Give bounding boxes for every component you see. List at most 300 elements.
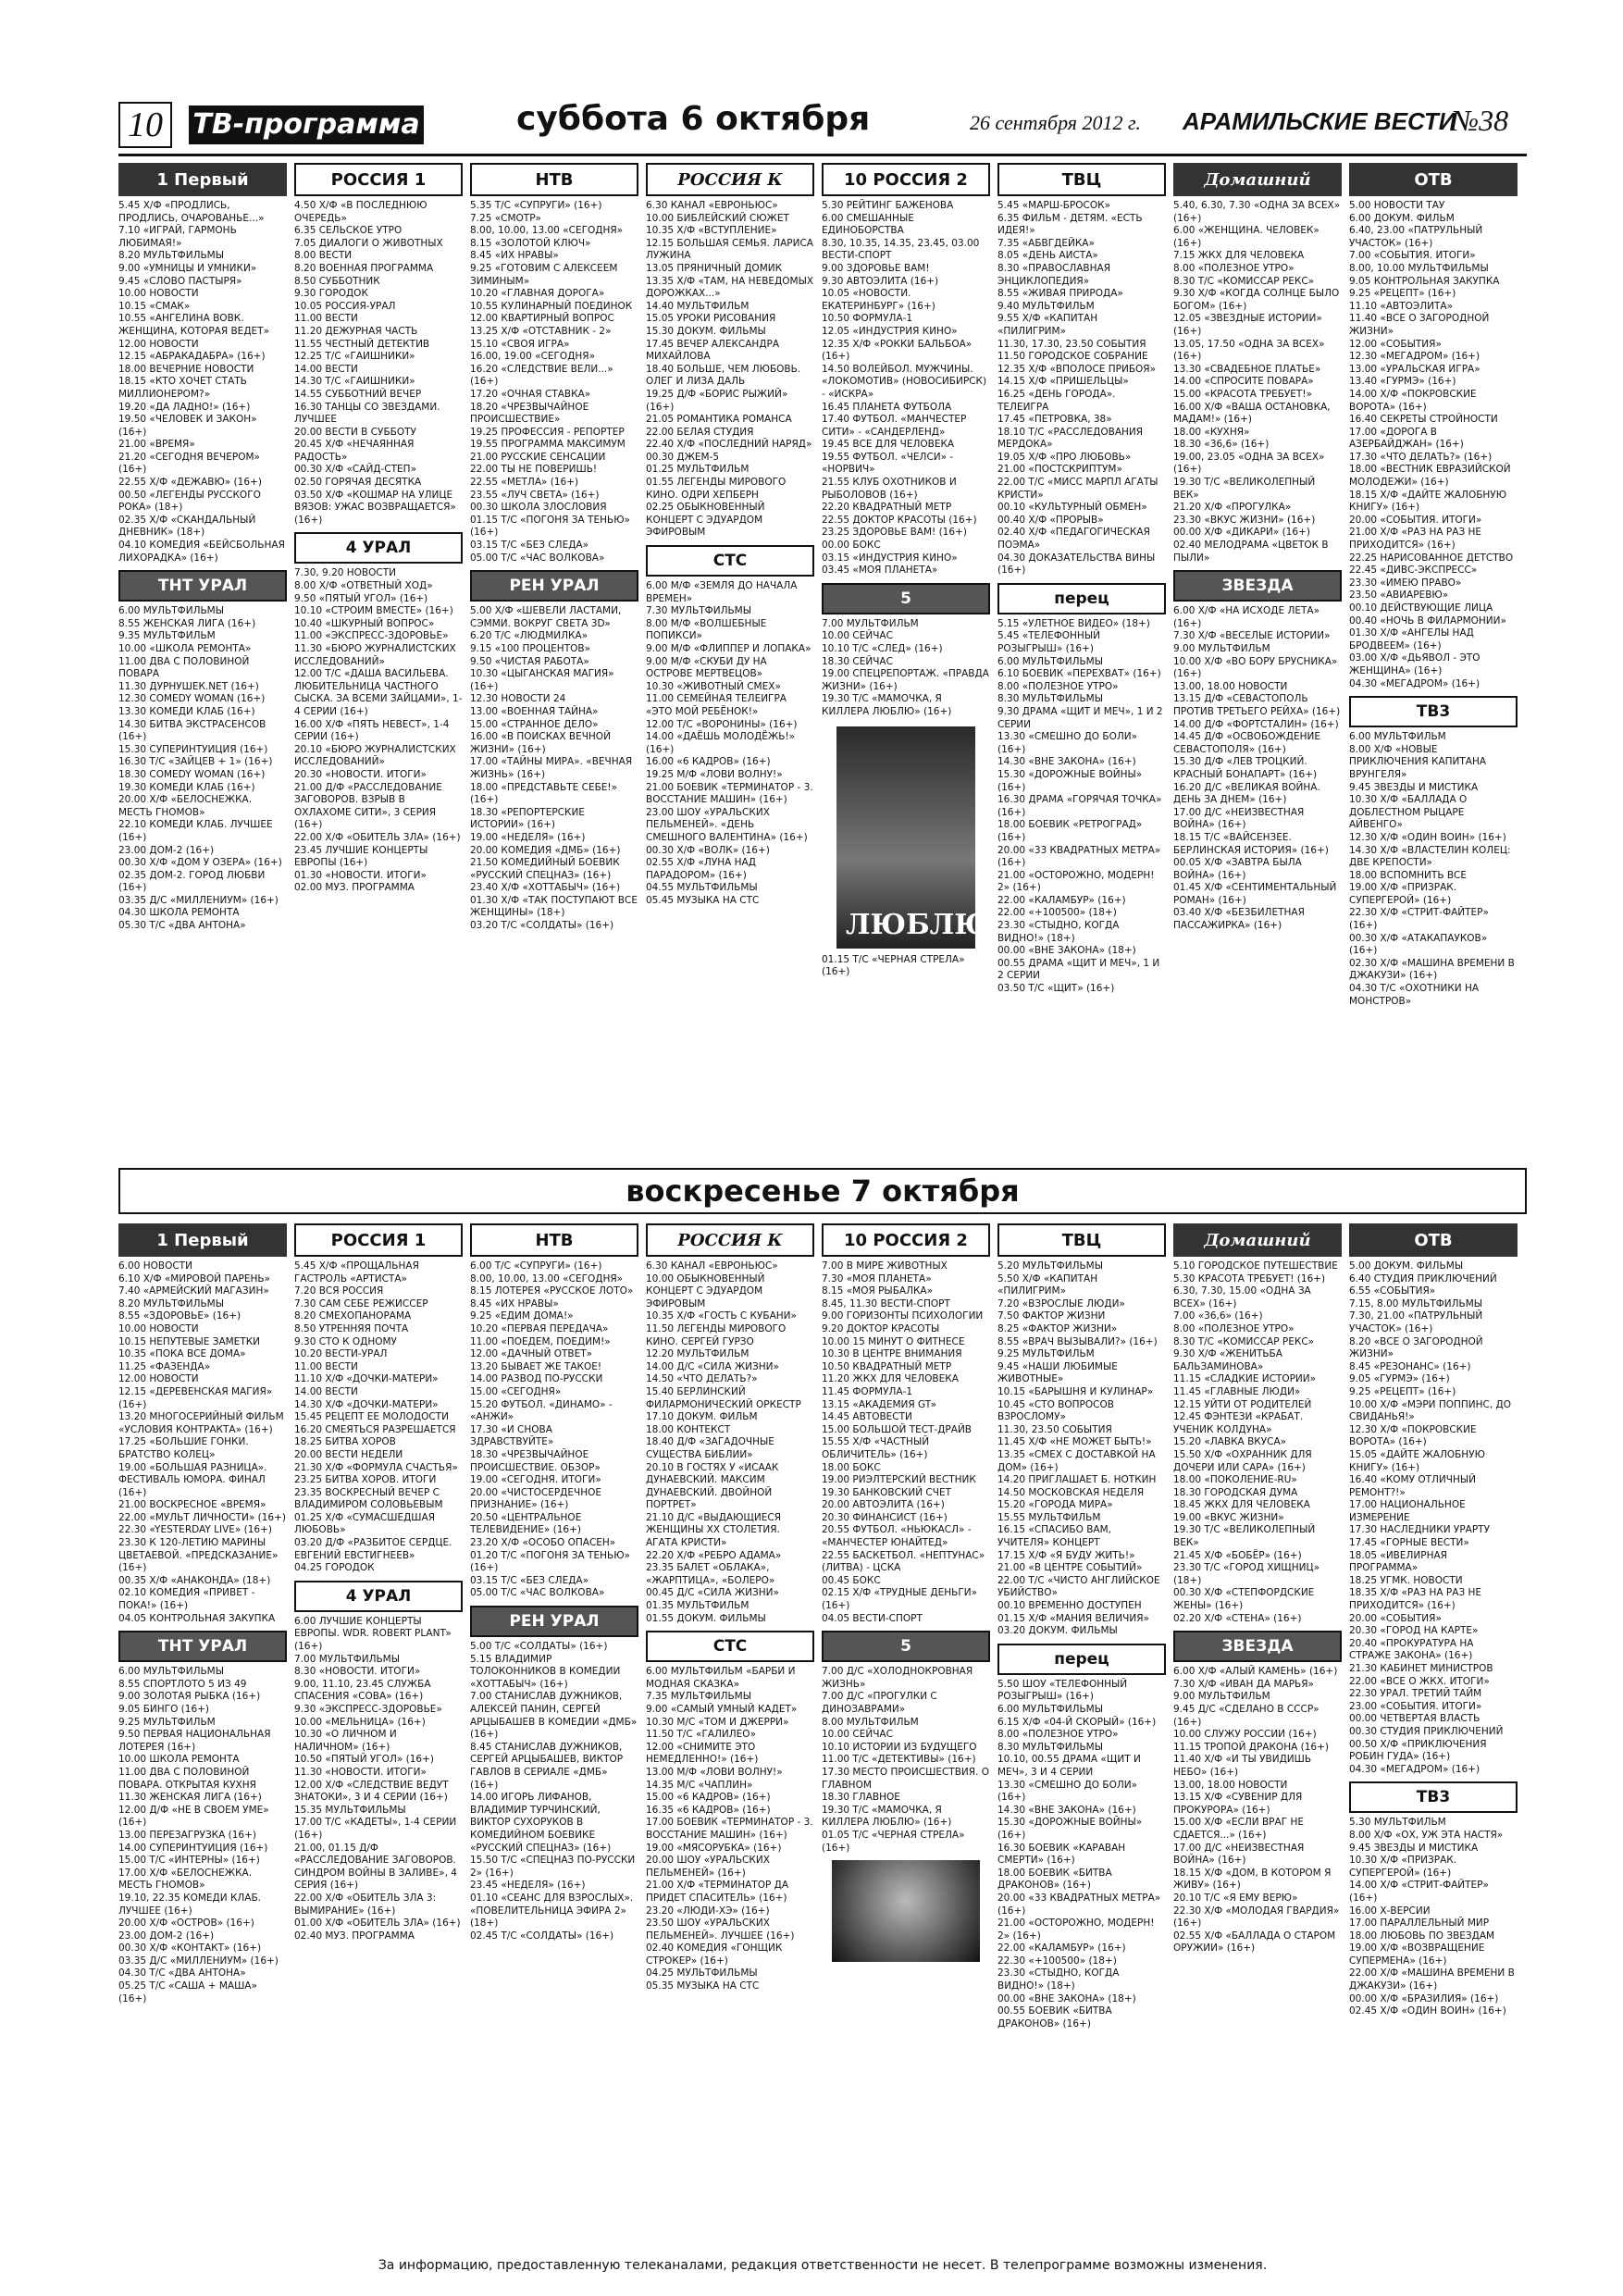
channel-logo: ТНТ УРАЛ (118, 570, 287, 602)
channel-logo: 10 РОССИЯ 2 (822, 163, 990, 196)
programme-item: 19.45 ВСЕ ДЛЯ ЧЕЛОВЕКА (822, 439, 955, 451)
programme-item: 11.30 «БЮРО ЖУРНАЛИСТСКИХ ИССЛЕДОВАНИЙ» (294, 643, 460, 667)
programme-item: 00.30 СТУДИЯ ПРИКЛЮЧЕНИЙ (1349, 1725, 1504, 1737)
programme-item: 02.45 Х/Ф «ОДИН ВОИН» (16+) (1349, 2005, 1506, 2017)
programme-item: 01.30 Х/Ф «АНГЕЛЫ НАД БРОДВЕЕМ» (16+) (1349, 627, 1478, 652)
programme-item: 5.30 КРАСОТА ТРЕБУЕТ! (16+) (1173, 1272, 1326, 1285)
programme-item: 12.00 Т/С «ВОРОНИНЫ» (16+) (646, 718, 798, 730)
programme-item: 10.00 СЕЙЧАС (822, 1729, 893, 1741)
programme-list (470, 1641, 638, 1942)
programme-item: 7.00 «36,6» (16+) (1173, 1310, 1263, 1322)
programme-item: 00.00 ЧЕТВЕРТАЯ ВЛАСТЬ (1349, 1713, 1481, 1725)
programme-item: 00.40 «НОЧЬ В ФИЛАРМОНИИ» (1349, 614, 1506, 627)
programme-item: 6.00 МУЛЬТФИЛЬМЫ (118, 605, 225, 617)
programme-item: 00.00 Х/Ф «ДИКАРИ» (16+) (1173, 527, 1310, 539)
programme-item: 14.30 Х/Ф «ВЛАСТЕЛИН КОЛЕЦ: ДВЕ КРЕПОСТИ» (1349, 844, 1514, 869)
programme-item: 18.30 COMEDY WOMAN (16+) (118, 768, 266, 780)
programme-item: 17.00 «ТАЙНЫ МИРА». «ВЕЧНАЯ ЖИЗНЬ» (16+) (470, 756, 636, 780)
programme-item: 20.30 ФИНАНСИСТ (16+) (822, 1511, 948, 1523)
programme-item: 10.55 КУЛИНАРНЫЙ ПОЕДИНОК (470, 300, 633, 312)
programme-item: 02.35 ДОМ-2. ГОРОД ЛЮБВИ (16+) (118, 869, 268, 894)
programme-item: 18.00 ВЕЧЕРНИЕ НОВОСТИ (118, 363, 254, 375)
programme-item: 15.20 «ГОРОДА МИРА» (997, 1499, 1113, 1511)
programme-item: 20.30 «ГОРОД НА КАРТЕ» (1349, 1625, 1479, 1637)
programme-item: 19.00 «НЕДЕЛЯ» (16+) (470, 831, 586, 843)
programme-item: 7.35 МУЛЬТФИЛЬМЫ (646, 1691, 752, 1703)
programme-item: 6.35 ФИЛЬМ - ДЕТЯМ. «ЕСТЬ ИДЕЯ!» (997, 212, 1146, 237)
programme-item: 00.40 Х/Ф «ПРОРЫВ» (997, 514, 1104, 526)
programme-item: 12.30 COMEDY WOMAN (16+) (118, 693, 266, 705)
programme-item: 18.40 БОЛЬШЕ, ЧЕМ ЛЮБОВЬ. ОЛЕГ И ЛИЗА ДАЛЬ (646, 363, 804, 388)
programme-item: 7.30 САМ СЕБЕ РЕЖИССЕР (294, 1297, 428, 1309)
channel-logo: РОССИЯ К (646, 163, 814, 196)
programme-item: 18.15 «КТО ХОЧЕТ СТАТЬ МИЛЛИОНЕРОМ?» (118, 376, 251, 400)
programme-item: 8.30, 10.35, 14.35, 23.45, 03.00 ВЕСТИ-СПОРТ (822, 237, 983, 262)
programme-item: 23.20 Х/Ф «ОСОБО ОПАСЕН» (470, 1537, 616, 1549)
programme-item: 9.45 ЗВЕЗДЫ И МИСТИКА (1349, 781, 1479, 793)
programme-item: 04.10 КОМЕДИЯ «БЕЙСБОЛЬНАЯ ЛИХОРАДКА» (16+) (118, 540, 289, 564)
programme-item: 5.50 Х/Ф «КАПИТАН «ПИЛИГРИМ» (997, 1272, 1101, 1297)
programme-item: 15.00 Т/С «ИНТЕРНЫ» (16+) (118, 1855, 260, 1867)
programme-list (118, 605, 287, 932)
programme-item: 7.00 МУЛЬТФИЛЬМЫ (294, 1653, 401, 1665)
programme-item: 10.00 ОБЫКНОВЕННЫЙ КОНЦЕРТ С ЭДУАРДОМ ЭФИРОВЫМ (646, 1272, 768, 1309)
programme-item: 17.10 ДОКУМ. ФИЛЬМ (646, 1411, 758, 1423)
programme-item: 23.30 К 120-ЛЕТИЮ МАРИНЫ ЦВЕТАЕВОЙ. «ПРЕДСКАЗАНИЕ» (16+) (118, 1537, 281, 1574)
programme-item: 11.30 ДУРНУШЕК.NET (16+) (118, 680, 259, 692)
programme-item: 21.00 Х/Ф «РАЗ НА РАЗ НЕ ПРИХОДИТСЯ» (16+) (1349, 527, 1485, 552)
programme-item: 6.00 НОВОСТИ (118, 1260, 192, 1272)
programme-item: 11.15 «СЛАДКИЕ ИСТОРИИ» (1173, 1373, 1317, 1385)
programme-item: 00.00 «ВНЕ ЗАКОНА» (18+) (997, 945, 1136, 957)
programme-item: 02.25 ОБЫКНОВЕННЫЙ КОНЦЕРТ С ЭДУАРДОМ ЭФИРОВЫМ (646, 502, 768, 539)
programme-item: 7.00 СТАНИСЛАВ ДУЖНИКОВ, АЛЕКСЕЙ ПАНИН, СЕРГЕЙ АРЦЫБАШЕВ В КОМЕДИИ «ДМБ» (16+) (470, 1691, 640, 1741)
channel-logo: ОТВ (1349, 163, 1518, 196)
saturday-grid (118, 163, 1527, 1162)
programme-list (1349, 731, 1518, 1008)
programme-item: 19.20 «ДА ЛАДНО!» (16+) (118, 401, 251, 413)
poster-title: ЛЮБЛЮ (846, 908, 990, 941)
programme-item: 11.00 ВЕСТИ (294, 313, 358, 325)
programme-item: 18.00 «КУХНЯ» (1173, 426, 1250, 438)
programme-item: 23.30 «СТЫДНО, КОГДА ВИДНО!» (18+) (997, 920, 1122, 944)
programme-item: 02.45 Т/С «СОЛДАТЫ» (16+) (470, 1930, 614, 1942)
programme-item: 04.30 Т/С «ОХОТНИКИ НА МОНСТРОВ» (1349, 983, 1482, 1007)
programme-item: 21.00 «ПОСТСКРИПТУМ» (997, 464, 1122, 476)
programme-item: 03.50 Т/С «ЩИТ» (16+) (997, 983, 1115, 995)
programme-item: 20.10 «БЮРО ЖУРНАЛИСТСКИХ ИССЛЕДОВАНИЙ» (294, 743, 460, 768)
programme-item: 04.55 МУЛЬТФИЛЬМЫ (646, 882, 758, 894)
programme-item: 15.35 МУЛЬТФИЛЬМЫ (294, 1804, 406, 1816)
programme-item: 13.00 М/Ф «ЛОВИ ВОЛНУ!» (646, 1766, 783, 1778)
programme-item: 17.40 ФУТБОЛ. «МАНЧЕСТЕР СИТИ» - «САНДЕРЛЕНД» (822, 414, 970, 438)
programme-item: 05.00 Т/С «ЧАС ВОЛКОВА» (470, 552, 605, 564)
programme-item: 18.00 ЛЮБОВЬ ПО ЗВЕЗДАМ (1349, 1930, 1495, 1942)
programme-item: 23.45 «НЕДЕЛЯ» (16+) (470, 1880, 586, 1892)
programme-item: 17.45 «ГОРНЫЕ ВЕСТИ» (1349, 1537, 1469, 1549)
programme-item: 18.30 «36,6» (16+) (1173, 439, 1270, 451)
programme-item: 12.00 Х/Ф «СЛЕДСТВИЕ ВЕДУТ ЗНАТОКИ», 3 И 4 СЕРИИ (16+) (294, 1779, 452, 1804)
programme-item: 05.30 Т/С «ДВА АНТОНА» (118, 920, 246, 932)
programme-item: 5.40, 6.30, 7.30 «ОДНА ЗА ВСЕХ» (16+) (1173, 200, 1344, 224)
programme-item: 12.15 «ДЕРЕВЕНСКАЯ МАГИЯ» (16+) (118, 1385, 276, 1410)
programme-item: 9.45 «НАШИ ЛЮБИМЫЕ ЖИВОТНЫЕ» (997, 1360, 1121, 1385)
programme-item: 19.10, 22.35 КОМЕДИ КЛАБ. ЛУЧШЕЕ (16+) (118, 1892, 265, 1917)
programme-item: 6.00 МУЛЬТФИЛЬМЫ (997, 655, 1104, 667)
programme-item: 8.45, 11.30 ВЕСТИ-СПОРТ (822, 1297, 950, 1309)
programme-item: 10.15 «СМАК» (118, 300, 191, 312)
programme-item: 22.30 УРАЛ. ТРЕТИЙ ТАЙМ (1349, 1688, 1482, 1700)
programme-item: 21.00 Д/Ф «РАССЛЕДОВАНИЕ ЗАГОВОРОВ. ВЗРЫВ В ОХЛАХОМЕ СИТИ», 3 СЕРИЯ (16+) (294, 781, 446, 831)
programme-item: 9.15 «100 ПРОЦЕНТОВ» (470, 643, 590, 654)
programme-item: 10.00 НОВОСТИ (118, 288, 199, 300)
programme-item: 05.45 МУЗЫКА НА СТС (646, 894, 760, 906)
channel-column (294, 1223, 463, 2251)
programme-item: 14.50 ВОЛЕЙБОЛ. МУЖЧИНЫ. «ЛОКОМОТИВ» (НОВОСИБИРСК) - «ИСКРА» (822, 363, 990, 400)
programme-item: 9.00, 11.10, 23.45 СЛУЖБА СПАСЕНИЯ «СОВА» (16+) (294, 1678, 434, 1703)
programme-item: 01.55 ЛЕГЕНДЫ МИРОВОГО КИНО. ОДРИ ХЕПБЕРН (646, 477, 789, 501)
programme-item: 14.45 Д/Ф «ОСВОБОЖДЕНИЕ СЕВАСТОПОЛЯ» (16+) (1173, 731, 1324, 755)
programme-item: 7.30 Х/Ф «ВЕСЕЛЫЕ ИСТОРИИ» (1173, 630, 1331, 642)
programme-item: 15.50 Т/С «СПЕЦНАЗ ПО-РУССКИ 2» (16+) (470, 1855, 638, 1879)
programme-item: 22.00 БЕЛАЯ СТУДИЯ (646, 426, 754, 438)
programme-item: 9.30 АВТОЭЛИТА (16+) (822, 275, 939, 287)
programme-item: 11.40 «ВСЕ О ЗАГОРОДНОЙ ЖИЗНИ» (1349, 313, 1493, 337)
programme-item: 8.00, 10.00 МУЛЬТФИЛЬМЫ (1349, 262, 1489, 274)
programme-item: 14.30 «ВНЕ ЗАКОНА» (16+) (997, 756, 1136, 768)
programme-item: 7.15, 8.00 МУЛЬТФИЛЬМЫ (1349, 1297, 1483, 1309)
programme-list (118, 1260, 287, 1625)
programme-item: 01.35 МУЛЬТФИЛЬМ (646, 1600, 750, 1612)
programme-item: 15.30 Д/Ф «ЛЕВ ТРОЦКИЙ. КРАСНЫЙ БОНАПАРТ» (16+) (1173, 756, 1318, 780)
programme-item: 11.10 «АВТОЭЛИТА» (1349, 300, 1453, 312)
programme-item: 17.25 «БОЛЬШИЕ ГОНКИ. БРАТСТВО КОЛЕЦ» (118, 1436, 252, 1460)
programme-item: 11.00 «ЭКСПРЕСС-ЗДОРОВЬЕ» (294, 630, 449, 642)
programme-item: 11.30, 23.50 СОБЫТИЯ (997, 1423, 1112, 1435)
channel-logo: РОССИЯ 1 (294, 163, 463, 196)
programme-item: 10.15 НЕПУТЕВЫЕ ЗАМЕТКИ (118, 1335, 261, 1347)
film-still-image (832, 1860, 980, 1962)
channel-logo: ТВ3 (1349, 1781, 1518, 1813)
programme-item: 23.00 ШОУ «УРАЛЬСКИХ ПЕЛЬМЕНЕЙ». «ДЕНЬ СМЕШНОГО ВАЛЕНТИНА» (16+) (646, 806, 808, 843)
programme-item: 21.00 РУССКИЕ СЕНСАЦИИ (470, 451, 606, 463)
programme-item: 19.00 СПЕЦРЕПОРТАЖ. «ПРАВДА ЖИЗНИ» (16+) (822, 668, 993, 692)
programme-item: 7.30 МУЛЬТФИЛЬМЫ (646, 605, 752, 617)
programme-item: 21.30 КАБИНЕТ МИНИСТРОВ (1349, 1663, 1493, 1674)
channel-column (646, 1223, 814, 2251)
channel-logo: ЗВЕЗДА (1173, 1631, 1342, 1662)
programme-item: 9.45 Д/С «СДЕЛАНО В СССР» (16+) (1173, 1704, 1322, 1728)
programme-item: 21.55 КЛУБ ОХОТНИКОВ И РЫБОЛОВОВ (16+) (822, 477, 960, 501)
programme-item: 04.30 Т/С «ДВА АНТОНА» (118, 1967, 246, 1980)
channel-logo: перец (997, 1644, 1166, 1675)
programme-item: 13.00 ПЕРЕЗАГРУЗКА (16+) (118, 1829, 256, 1841)
programme-item: 23.55 «ЛУЧ СВЕТА» (16+) (470, 489, 600, 501)
programme-item: 00.45 Д/С «СИЛА ЖИЗНИ» (646, 1587, 779, 1599)
programme-item: 00.10 «КУЛЬТУРНЫЙ ОБМЕН» (997, 502, 1147, 514)
programme-item: 04.30 ДОКАЗАТЕЛЬСТВА ВИНЫ (16+) (997, 552, 1158, 577)
programme-item: 10.10 Т/С «СЛЕД» (16+) (822, 643, 943, 654)
programme-item: 6.00 МУЛЬТФИЛЬМЫ (997, 1704, 1104, 1715)
programme-item: 6.40 СТУДИЯ ПРИКЛЮЧЕНИЙ (1349, 1272, 1497, 1285)
programme-item: 17.00 Х/Ф «БЕЛОСНЕЖКА. МЕСТЬ ГНОМОВ» (118, 1867, 255, 1892)
programme-item: 10.35 Х/Ф «ВСТУПЛЕНИЕ» (646, 225, 777, 237)
programme-item: 11.30, 17.30, 23.50 СОБЫТИЯ (997, 338, 1146, 350)
programme-item: 5.00 НОВОСТИ ТАУ (1349, 200, 1445, 211)
programme-item: 18.15 Х/Ф «ДАЙТЕ ЖАЛОБНУЮ КНИГУ» (16+) (1349, 489, 1510, 514)
programme-item: 8.30 МУЛЬТФИЛЬМЫ (997, 693, 1104, 705)
programme-item: 03.40 Х/Ф «БЕЗБИЛЕТНАЯ ПАССАЖИРКА» (16+) (1173, 907, 1308, 932)
programme-item: 10.30 М/С «ТОМ И ДЖЕРРИ» (646, 1716, 789, 1728)
programme-item: 22.00 Т/С «ЧИСТО АНГЛИЙСКОЕ УБИЙСТВО» (997, 1574, 1163, 1599)
programme-item: 01.20 Т/С «ПОГОНЯ ЗА ТЕНЬЮ» (16+) (470, 1549, 634, 1574)
programme-item: 11.25 «ФАЗЕНДА» (118, 1360, 211, 1372)
programme-item: 03.15 «ИНДУСТРИЯ КИНО» (822, 552, 958, 564)
programme-item: 23.00 ДОМ-2 (16+) (118, 844, 215, 856)
programme-item: 02.40 МУЗ. ПРОГРАММА (294, 1930, 415, 1942)
programme-item: 13.15 Х/Ф «СУВЕНИР ДЛЯ ПРОКУРОРА» (16+) (1173, 1792, 1306, 1816)
programme-item: 20.00 ВЕСТИ В СУББОТУ (294, 426, 416, 438)
programme-item: 9.25 «ГОТОВИМ С АЛЕКСЕЕМ ЗИМИНЫМ» (470, 262, 621, 287)
programme-item: 21.00 БОЕВИК «ТЕРМИНАТОР - 3. ВОССТАНИЕ МАШИН» (16+) (646, 781, 816, 806)
programme-item: 9.25 МУЛЬТФИЛЬМ (997, 1348, 1095, 1360)
programme-item: 7.00 Д/С «ПРОГУЛКИ С ДИНОЗАВРАМИ» (822, 1691, 941, 1715)
programme-item: 9.35 МУЛЬТФИЛЬМ (118, 630, 216, 642)
programme-item: 12.05 «ЗВЕЗДНЫЕ ИСТОРИИ» (16+) (1173, 313, 1326, 337)
programme-item: 8.15 ЛОТЕРЕЯ «РУССКОЕ ЛОТО» (470, 1285, 634, 1297)
programme-item: 18.30 ГОРОДСКАЯ ДУМА (1173, 1486, 1298, 1498)
programme-item: 21.50 КОМЕДИЙНЫЙ БОЕВИК «РУССКИЙ СПЕЦНАЗ» (16+) (470, 857, 624, 881)
programme-item: 15.50 Х/Ф «ОХРАННИК ДЛЯ ДОЧЕРИ ИЛИ САРА» (16+) (1173, 1448, 1316, 1473)
programme-item: 20.00 КОМЕДИЯ «ДМБ» (16+) (470, 844, 621, 856)
programme-item: 14.00 «СПРОСИТЕ ПОВАРА» (1173, 376, 1314, 388)
channel-column (1349, 1223, 1518, 2251)
programme-item: 05.35 МУЗЫКА НА СТС (646, 1980, 760, 1992)
programme-item: 4.50 Х/Ф «В ПОСЛЕДНЮЮ ОЧЕРЕДЬ» (294, 200, 430, 224)
programme-list (997, 1679, 1166, 2031)
programme-item: 18.30 «РЕПОРТЕРСКИЕ ИСТОРИИ» (16+) (470, 806, 588, 831)
programme-item: 9.20 ДОКТОР КРАСОТЫ (822, 1322, 940, 1334)
programme-item: 6.20 Т/С «ЛЮДМИЛКА» (470, 630, 588, 642)
programme-list (646, 200, 817, 540)
programme-list (1349, 1817, 1518, 2018)
programme-item: 9.00 ГОРИЗОНТЫ ПСИХОЛОГИИ (822, 1310, 984, 1322)
channel-logo: НТВ (470, 1223, 638, 1257)
programme-item: 21.45 Х/Ф «БОБЁР» (16+) (1173, 1549, 1302, 1561)
programme-item: 8.00 М/Ф «ВОЛШЕБНЫЕ ПОПИКСИ» (646, 617, 770, 642)
programme-item: 14.30 Х/Ф «ДОЧКИ-МАТЕРИ» (294, 1398, 439, 1410)
programme-item: 04.30 «МЕГАДРОМ» (16+) (1349, 1763, 1481, 1775)
programme-item: 8.30 МУЛЬТФИЛЬМЫ (997, 1741, 1104, 1753)
programme-item: 5.45 Х/Ф «ПРОЩАЛЬНАЯ ГАСТРОЛЬ «АРТИСТА» (294, 1260, 423, 1285)
channel-logo: РОССИЯ 1 (294, 1223, 463, 1257)
newspaper-name: АРАМИЛЬСКИЕ ВЕСТИ (1183, 107, 1456, 135)
programme-item: 8.50 УТРЕННЯЯ ПОЧТА (294, 1322, 409, 1334)
programme-item: 22.00 «КАЛАМБУР» (16+) (997, 1942, 1126, 1955)
programme-item: 22.30 Х/Ф «СТРИТ-ФАЙТЕР» (16+) (1349, 907, 1493, 932)
programme-item: 6.00 Х/Ф «НА ИСХОДЕ ЛЕТА» (16+) (1173, 605, 1323, 629)
programme-item: 15.00 БОЛЬШОЙ ТЕСТ-ДРАЙВ (822, 1423, 973, 1435)
programme-item: 20.00 «33 КВАДРАТНЫХ МЕТРА» (16+) (997, 844, 1164, 869)
channel-column (470, 1223, 638, 2251)
programme-item: 9.25 «РЕЦЕПТ» (16+) (1349, 288, 1456, 300)
programme-item: 12.35 Х/Ф «ВПОЛОСЕ ПРИБОЯ» (997, 363, 1157, 375)
programme-item: 21.10 Д/С «ВЫДАЮЩИЕСЯ ЖЕНЩИНЫ XX СТОЛЕТИЯ. АГАТА КРИСТИ» (646, 1511, 785, 1549)
programme-item: 13.30 КОМЕДИ КЛАБ (16+) (118, 705, 255, 717)
programme-item: 17.00 НАЦИОНАЛЬНОЕ ИЗМЕРЕНИЕ (1349, 1499, 1469, 1523)
channel-column (822, 1223, 993, 2251)
programme-item: 9.45 «СЛОВО ПАСТЫРЯ» (118, 275, 242, 287)
programme-item: 11.20 ЖКХ ДЛЯ ЧЕЛОВЕКА (822, 1373, 959, 1385)
channel-column (1349, 163, 1518, 1162)
programme-item: 23.45 ЛУЧШИЕ КОНЦЕРТЫ ЕВРОПЫ (16+) (294, 844, 431, 869)
programme-item: 02.20 Х/Ф «СТЕНА» (16+) (1173, 1612, 1302, 1624)
programme-item: 14.30 Т/С «ГАИШНИКИ» (294, 376, 415, 388)
programme-item: 15.45 РЕЦЕПТ ЕЕ МОЛОДОСТИ (294, 1411, 449, 1423)
programme-item: 00.50 Х/Ф «ПРИКЛЮЧЕНИЯ РОБИН ГУДА» (16+) (1349, 1738, 1490, 1763)
programme-item: 00.30 ДЖЕМ-5 (646, 451, 720, 463)
programme-item: 6.10 Х/Ф «МИРОВОЙ ПАРЕНЬ» (118, 1272, 270, 1285)
programme-item: 12.00 Д/Ф «НЕ В СВОЕМ УМЕ» (16+) (118, 1804, 273, 1829)
programme-item: 7.00 Д/С «ХОЛОДНОКРОВНАЯ ЖИЗНЬ» (822, 1666, 976, 1690)
programme-item: 12.30 Х/Ф «ПОКРОВСКИЕ ВОРОТА» (16+) (1349, 1423, 1480, 1448)
programme-item: 01.15 Х/Ф «МАНИЯ ВЕЛИЧИЯ» (997, 1612, 1149, 1624)
programme-item: 8.55 «ЖИВАЯ ПРИРОДА» (997, 288, 1123, 300)
programme-item: 02.00 МУЗ. ПРОГРАММА (294, 882, 415, 894)
programme-item: 18.00 КОНТЕКСТ (646, 1423, 731, 1435)
programme-item: 22.00 Х/Ф «МАШИНА ВРЕМЕНИ В ДЖАКУЗИ» (16+) (1349, 1967, 1518, 1992)
programme-item: 14.00 ИГОРЬ ЛИФАНОВ, ВЛАДИМИР ТУРЧИНСКИЙ, ВИКТОР СУХОРУКОВ В КОМЕДИЙНОМ БОЕВИКЕ «РУССКИЙ СПЕЦНАЗ» (16+) (470, 1792, 612, 1854)
programme-item: 23.20 «ЛЮДИ-ХЭ» (16+) (646, 1905, 770, 1917)
programme-item: 17.45 ВЕЧЕР АЛЕКСАНДРА МИХАЙЛОВА (646, 338, 783, 363)
programme-item: 04.05 КОНТРОЛЬНАЯ ЗАКУПКА (118, 1612, 276, 1624)
programme-item: 12.20 МУЛЬТФИЛЬМ (646, 1348, 750, 1360)
programme-item: 14.00 «ДАЁШЬ МОЛОДЁЖЬ!» (16+) (646, 731, 799, 755)
programme-item: 8.30 Т/С «КОМИССАР РЕКС» (1173, 275, 1315, 287)
programme-item: 5.30 РЕЙТИНГ БАЖЕНОВА (822, 200, 954, 211)
programme-list (294, 1616, 463, 1942)
page-header (118, 100, 1527, 152)
channel-column (118, 1223, 287, 2251)
programme-item: 13.30 «СМЕШНО ДО БОЛИ» (16+) (997, 731, 1141, 755)
programme-item: 9.30 СТО К ОДНОМУ (294, 1335, 397, 1347)
programme-item: 18.15 Х/Ф «ДОМ, В КОТОРОМ Я ЖИВУ» (16+) (1173, 1867, 1334, 1892)
programme-item: 17.15 Х/Ф «Я БУДУ ЖИТЬ!» (997, 1549, 1135, 1561)
programme-item: 00.30 Х/Ф «СТЕПФОРДСКИЕ ЖЕНЫ» (16+) (1173, 1587, 1318, 1612)
programme-item: 20.50 «ЦЕНТРАЛЬНОЕ ТЕЛЕВИДЕНИЕ» (16+) (470, 1511, 585, 1536)
programme-item: 10.40 «ШКУРНЫЙ ВОПРОС» (294, 617, 435, 629)
programme-item: 8.00, 10.00, 13.00 «СЕГОДНЯ» (470, 1272, 624, 1285)
programme-item: 19.30 Т/С «ВЕЛИКОЛЕПНЫЙ ВЕК» (1173, 477, 1319, 501)
programme-item: 6.00 ЛУЧШИЕ КОНЦЕРТЫ ЕВРОПЫ. WDR. ROBERT PLANT» (16+) (294, 1615, 455, 1653)
programme-item: 15.30 «ДОРОЖНЫЕ ВОЙНЫ» (16+) (997, 768, 1146, 793)
programme-item: 6.15 Х/Ф «04-Й СКОРЫЙ» (16+) (997, 1716, 1157, 1728)
programme-item: 11.00 СЕМЕЙНАЯ ТЕЛЕИГРА «ЭТО МОЙ РЕБЁНОК!» (646, 693, 790, 717)
programme-item: 14.30 «ВНЕ ЗАКОНА» (16+) (997, 1804, 1136, 1816)
programme-item: 7.15 ЖКХ ДЛЯ ЧЕЛОВЕКА (1173, 250, 1305, 262)
sunday-band (118, 1168, 1527, 1214)
programme-item: 03.20 Д/Ф «РАЗБИТОЕ СЕРДЦЕ. ЕВГЕНИЙ ЕВСТИГНЕЕВ» (294, 1537, 455, 1561)
programme-item: 10.35 «ПОКА ВСЕ ДОМА» (118, 1348, 246, 1360)
channel-logo: Домашний (1173, 163, 1342, 196)
programme-item: 16.00 «В ПОИСКАХ ВЕЧНОЙ ЖИЗНИ» (16+) (470, 731, 614, 755)
programme-item: 8.20 МУЛЬТФИЛЬМЫ (118, 1297, 225, 1309)
programme-item: 8.00 Х/Ф «ОХ, УЖ ЭТА НАСТЯ» (1349, 1829, 1504, 1841)
programme-item: 12.00 НОВОСТИ (118, 338, 199, 350)
programme-item: 12.30 Х/Ф «ОДИН ВОИН» (16+) (1349, 831, 1506, 843)
programme-list (646, 1260, 814, 1625)
programme-item: 8.30 Т/С «КОМИССАР РЕКС» (1173, 1335, 1315, 1347)
programme-item: 8.55 «ЗДОРОВЬЕ» (16+) (118, 1310, 242, 1322)
programme-item: 02.55 Х/Ф «БАЛЛАДА О СТАРОМ ОРУЖИИ» (16+) (1173, 1930, 1339, 1955)
programme-item: 11.50 ГОРОДСКОЕ СОБРАНИЕ (997, 351, 1148, 363)
programme-item: 17.45 «ПЕТРОВКА, 38» (997, 414, 1112, 426)
programme-item: 16.30 БОЕВИК «КАРАВАН СМЕРТИ» (16+) (997, 1842, 1129, 1867)
programme-item: 19.00 Х/Ф «ПРИЗРАК. СУПЕРГЕРОЙ» (16+) (1349, 882, 1460, 906)
programme-item: 23.50 «АВИАРЕВЮ» (1349, 590, 1449, 602)
programme-item: 15.00 «СЕГОДНЯ» (470, 1385, 562, 1397)
programme-item: 22.40 Х/Ф «ПОСЛЕДНИЙ НАРЯД» (646, 439, 812, 451)
programme-item: 01.05 Т/С «ЧЕРНАЯ СТРЕЛА» (16+) (822, 1829, 968, 1854)
programme-list (294, 200, 463, 527)
programme-item: 04.30 ШКОЛА РЕМОНТА (118, 907, 240, 919)
programme-item: 10.35 Х/Ф «ГОСТЬ С КУБАНИ» (646, 1310, 797, 1322)
channel-logo: 4 УРАЛ (294, 532, 463, 564)
programme-item: 6.35 СЕЛЬСКОЕ УТРО (294, 225, 403, 237)
issue-date: 26 сентября 2012 г. (970, 111, 1141, 134)
programme-item: 00.05 Х/Ф «ЗАВТРА БЫЛА ВОЙНА» (16+) (1173, 857, 1306, 881)
programme-item: 5.20 МУЛЬТФИЛЬМЫ (997, 1260, 1104, 1272)
programme-item: 00.50 «ЛЕГЕНДЫ РУССКОГО РОКА» (18+) (118, 489, 265, 514)
programme-item: 10.00 СЕЙЧАС (822, 630, 893, 642)
channel-logo: РОССИЯ К (646, 1223, 814, 1257)
programme-item: 14.50 «ЧТО ДЕЛАТЬ?» (646, 1373, 758, 1385)
programme-item: 8.25 «ФАКТОР ЖИЗНИ» (997, 1322, 1118, 1334)
programme-item: 7.00 В МИРЕ ЖИВОТНЫХ (822, 1260, 948, 1272)
programme-item: 9.00 МУЛЬТФИЛЬМ (1173, 643, 1270, 654)
programme-item: 10.00 «ШКОЛА РЕМОНТА» (118, 643, 252, 654)
programme-item: 16.35 «6 КАДРОВ» (16+) (646, 1804, 771, 1816)
programme-item: 03.50 Х/Ф «КОШМАР НА УЛИЦЕ ВЯЗОВ: УЖАС ВОЗВРАЩАЕТСЯ» (16+) (294, 489, 460, 526)
programme-item: 00.10 ДЕЙСТВУЮЩИЕ ЛИЦА (1349, 602, 1493, 614)
channel-column (997, 163, 1166, 1162)
programme-item: 21.00 «В ЦЕНТРЕ СОБЫТИЙ» (997, 1562, 1143, 1574)
programme-item: 8.30 «НОВОСТИ. ИТОГИ» (294, 1666, 421, 1678)
programme-item: 20.00 ШОУ «УРАЛЬСКИХ ПЕЛЬМЕНЕЙ» (16+) (646, 1855, 774, 1879)
programme-item: 18.20 «ЧРЕЗВЫЧАЙНОЕ ПРОИСШЕСТВИЕ» (470, 401, 592, 426)
programme-item: 22.00 «ВСЕ О ЖКХ. ИТОГИ» (1349, 1675, 1490, 1687)
programme-item: 12.15 УЙТИ ОТ РОДИТЕЛЕЙ (1173, 1398, 1312, 1410)
programme-item: 11.30 «НОВОСТИ. ИТОГИ» (294, 1766, 427, 1778)
programme-item: 6.00 МУЛЬТФИЛЬМЫ (118, 1666, 225, 1678)
programme-item: 19.55 ПРОГРАММА МАКСИМУМ (470, 439, 626, 451)
programme-item: 6.40, 23.00 «ПАТРУЛЬНЫЙ УЧАСТОК» (16+) (1349, 225, 1486, 249)
programme-item: 11.00 Т/С «ДЕТЕКТИВЫ» (16+) (822, 1754, 976, 1766)
programme-item: 20.10 В ГОСТЯХ У «ИСААК ДУНАЕВСКИЙ. МАКСИМ ДУНАЕВСКИЙ. ДВОЙНОЙ ПОРТРЕТ» (646, 1461, 782, 1511)
programme-item: 19.30 КОМЕДИ КЛАБ (16+) (118, 781, 255, 793)
programme-item: 12.00 Т/С «ДАША ВАСИЛЬЕВА. ЛЮБИТЕЛЬНИЦА ЧАСТНОГО СЫСКА. ЗА ВСЕМИ ЗАЙЦАМИ», 1-4 СЕРИИ (16+) (294, 668, 463, 717)
programme-item: 8.55 СПОРТЛОТО 5 ИЗ 49 (118, 1678, 247, 1690)
programme-item: 14.20 ПРИГЛАШАЕТ Б. НОТКИН (997, 1474, 1157, 1486)
programme-item: 6.00 Т/С «СУПРУГИ» (16+) (470, 1260, 602, 1272)
programme-item: 10.10 «СТРОИМ ВМЕСТЕ» (16+) (294, 605, 453, 617)
programme-item: 01.30 Х/Ф «ТАК ПОСТУПАЮТ ВСЕ ЖЕНЩИНЫ» (18+) (470, 894, 641, 919)
programme-item: 9.40 МУЛЬТФИЛЬМ (997, 300, 1095, 312)
programme-item: 10.45 «СТО ВОПРОСОВ ВЗРОСЛОМУ» (997, 1398, 1118, 1423)
programme-item: 11.00 «ПОЕДЕМ, ПОЕДИМ!» (470, 1335, 611, 1347)
programme-item: 22.30 «+100500» (18+) (997, 1955, 1117, 1967)
programme-item: 10.00 «МЕЛЬНИЦА» (16+) (294, 1716, 426, 1728)
